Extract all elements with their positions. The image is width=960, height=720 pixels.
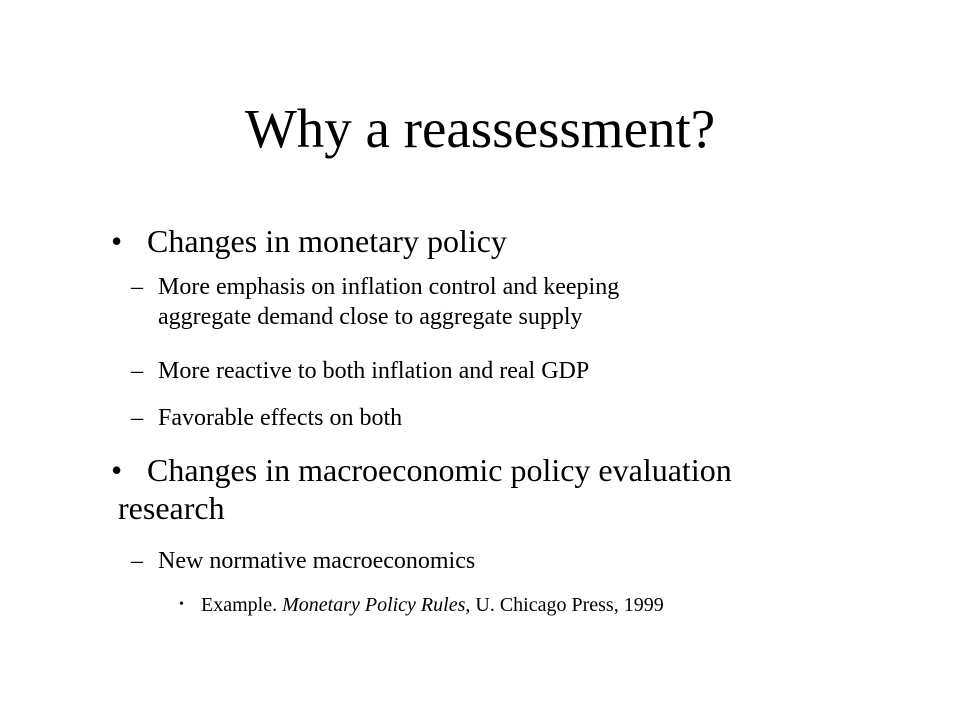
dash-marker: – — [131, 548, 143, 574]
subsubitem-example — [201, 593, 664, 617]
dash-marker: – — [131, 405, 143, 431]
bullet-line: Changes in macroeconomic policy evaluation — [147, 452, 732, 488]
dash-marker: – — [131, 358, 143, 384]
dash-marker: – — [131, 274, 143, 300]
bullet-marker: • — [111, 223, 123, 259]
bullet-changes-macroeconomic-policy — [118, 451, 732, 527]
bullet-changes-monetary-policy: Changes in monetary policy — [147, 223, 507, 259]
bullet-marker-small: • — [179, 597, 184, 612]
subitem-favorable-effects: Favorable effects on both — [158, 405, 403, 431]
example-prefix: Example. — [201, 594, 283, 616]
slide-title: Why a reassessment? — [244, 98, 716, 159]
subitem-line: aggregate demand close to aggregate supply — [158, 304, 583, 330]
subitem-line: More emphasis on inflation control and keeping — [158, 274, 620, 300]
book-title: Monetary Policy Rules — [282, 594, 466, 616]
subitem-inflation-control — [158, 272, 619, 332]
subitem-more-reactive: More reactive to both inflation and real GDP — [158, 358, 590, 384]
bullet-line: research — [118, 490, 225, 526]
subitem-new-normative: New normative macroeconomics — [158, 548, 476, 574]
bullet-marker: • — [111, 452, 123, 488]
publisher-info: , U. Chicago Press, 1999 — [465, 594, 664, 616]
